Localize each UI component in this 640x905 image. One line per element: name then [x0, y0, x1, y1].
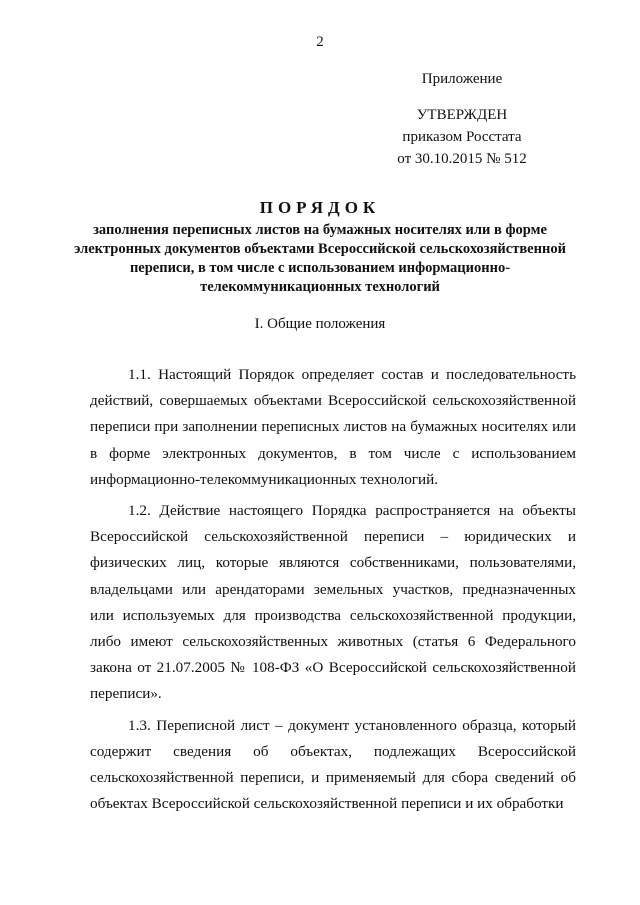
section-heading: I. Общие положения: [254, 316, 386, 332]
approved-label: УТВЕРЖДЕН: [416, 107, 508, 123]
approval-block: [362, 68, 562, 170]
paragraph-1-3: 1.3. Переписной лист – документ установленного образца, который содержит сведения об объектах, подлежащих Всероссийской сельскохозяйственной переписи, и применяемый для сбора сведений об объектах Всероссийской сельскохозяйственной переписи и их обработки: [90, 716, 576, 813]
order-date: от 30.10.2015 № 512: [397, 151, 527, 167]
approval-gap: [362, 90, 562, 104]
paragraph-1-1: 1.1. Настоящий Порядок определяет состав и последовательность действий, совершаемых объектами Всероссийской сельскохозяйственной переписи при заполнении переписных листов на бумажных носителях или в форме электронных документов, в том числе с использованием информационно-телекоммуникационных технологий.: [90, 366, 576, 488]
body-text: [90, 362, 576, 822]
page-number: 2: [316, 34, 324, 50]
order-reference: приказом Росстата: [402, 129, 522, 145]
document-subtitle: заполнения переписных листов на бумажных носителях или в форме электронных документов объектами Всероссийской сельскохозяйственной переписи, в том числе с использованием информационно-телекоммуникационных технологий: [74, 222, 566, 295]
document-title: ПОРЯДОК: [259, 198, 381, 217]
appendix-label: Приложение: [421, 71, 503, 87]
paragraph-1-2: 1.2. Действие настоящего Порядка распространяется на объекты Всероссийской сельскохозяйственной переписи – юридических и физических лиц, которые являются собственниками, пользователями, владельцами или арендаторами земельных участков, предназначенных или используемых для производства сельскохозяйственной продукции, либо имеют сельскохозяйственных животных (статья 6 Федерального закона от 21.07.2005 № 108-ФЗ «О Всероссийской сельскохозяйственной переписи».: [90, 502, 576, 703]
